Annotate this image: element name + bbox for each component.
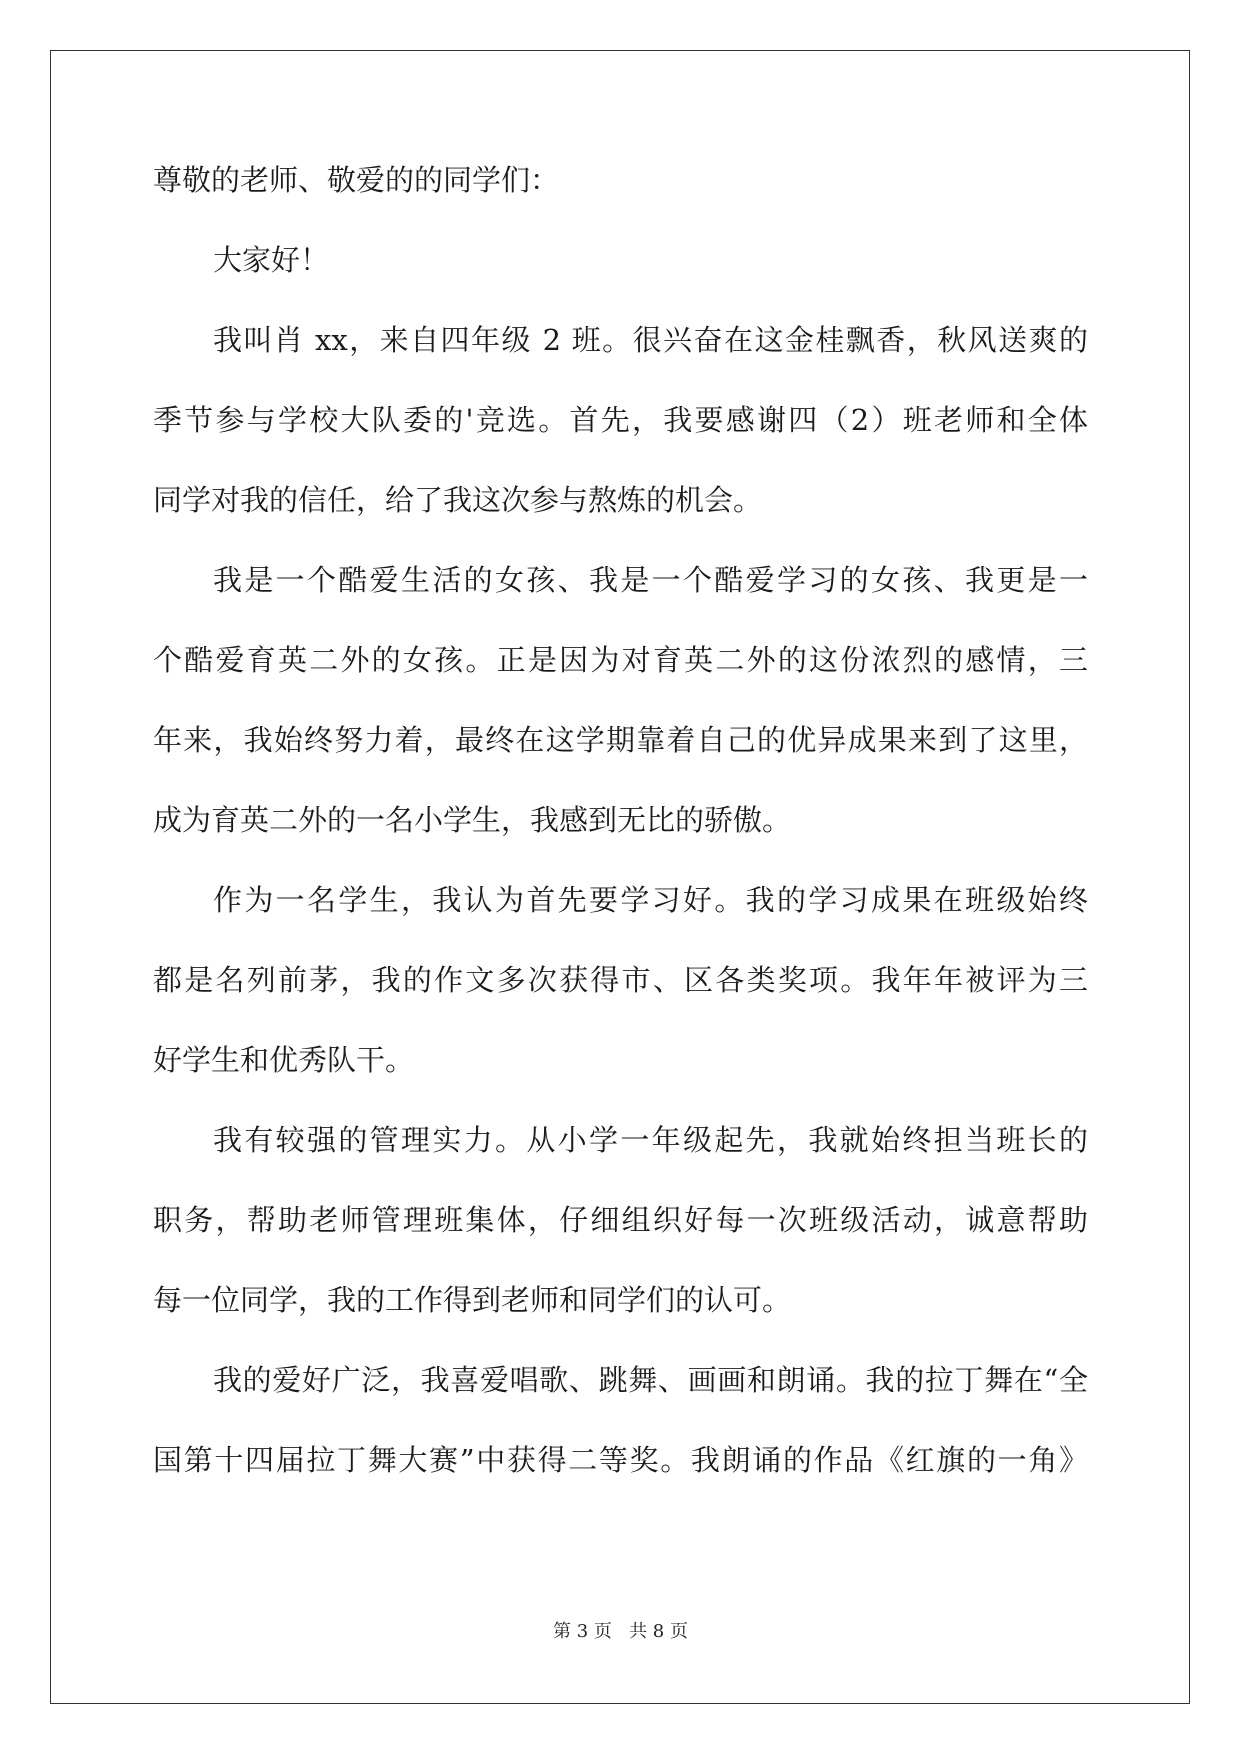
paragraph-line: 同学对我的信任，给了我这次参与熬炼的机会。 <box>153 483 763 517</box>
paragraph-line: 我有较强的管理实力。从小学一年级起先，我就始终担当班长的 <box>213 1123 1088 1157</box>
page-footer <box>0 1620 1241 1644</box>
greeting-line: 大家好！ <box>213 243 330 277</box>
document-body <box>153 160 1088 1520</box>
paragraph-line: 成为育英二外的一名小学生，我感到无比的骄傲。 <box>153 803 792 837</box>
page-total: 共 8 页 <box>629 1621 688 1642</box>
page-number: 第 3 页 <box>553 1621 612 1642</box>
paragraph-line: 我是一个酷爱生活的女孩、我是一个酷爱学习的女孩、我更是一 <box>213 563 1088 597</box>
paragraph-line: 季节参与学校大队委的'竞选。首先，我要感谢四（2）班老师和全体 <box>153 403 1088 437</box>
paragraph-line: 我叫肖 xx，来自四年级 2 班。很兴奋在这金桂飘香，秋风送爽的 <box>213 323 1088 357</box>
paragraph-line: 每一位同学，我的工作得到老师和同学们的认可。 <box>153 1283 792 1317</box>
paragraph-line: 国第十四届拉丁舞大赛”中获得二等奖。我朗诵的作品《红旗的一角》 <box>153 1443 1088 1477</box>
paragraph-line: 我的爱好广泛，我喜爱唱歌、跳舞、画画和朗诵。我的拉丁舞在“全 <box>213 1363 1088 1397</box>
paragraph-line: 职务，帮助老师管理班集体，仔细组织好每一次班级活动，诚意帮助 <box>153 1203 1088 1237</box>
paragraph-line: 好学生和优秀队干。 <box>153 1043 415 1077</box>
paragraph-line: 都是名列前茅，我的作文多次获得市、区各类奖项。我年年被评为三 <box>153 963 1088 997</box>
paragraph-line: 年来，我始终努力着，最终在这学期靠着自己的优异成果来到了这里， <box>153 723 1088 757</box>
paragraph-line: 个酷爱育英二外的女孩。正是因为对育英二外的这份浓烈的感情，三 <box>153 643 1088 677</box>
paragraph-line: 作为一名学生，我认为首先要学习好。我的学习成果在班级始终 <box>213 883 1088 917</box>
salutation-line: 尊敬的老师、敬爱的的同学们： <box>153 163 560 197</box>
